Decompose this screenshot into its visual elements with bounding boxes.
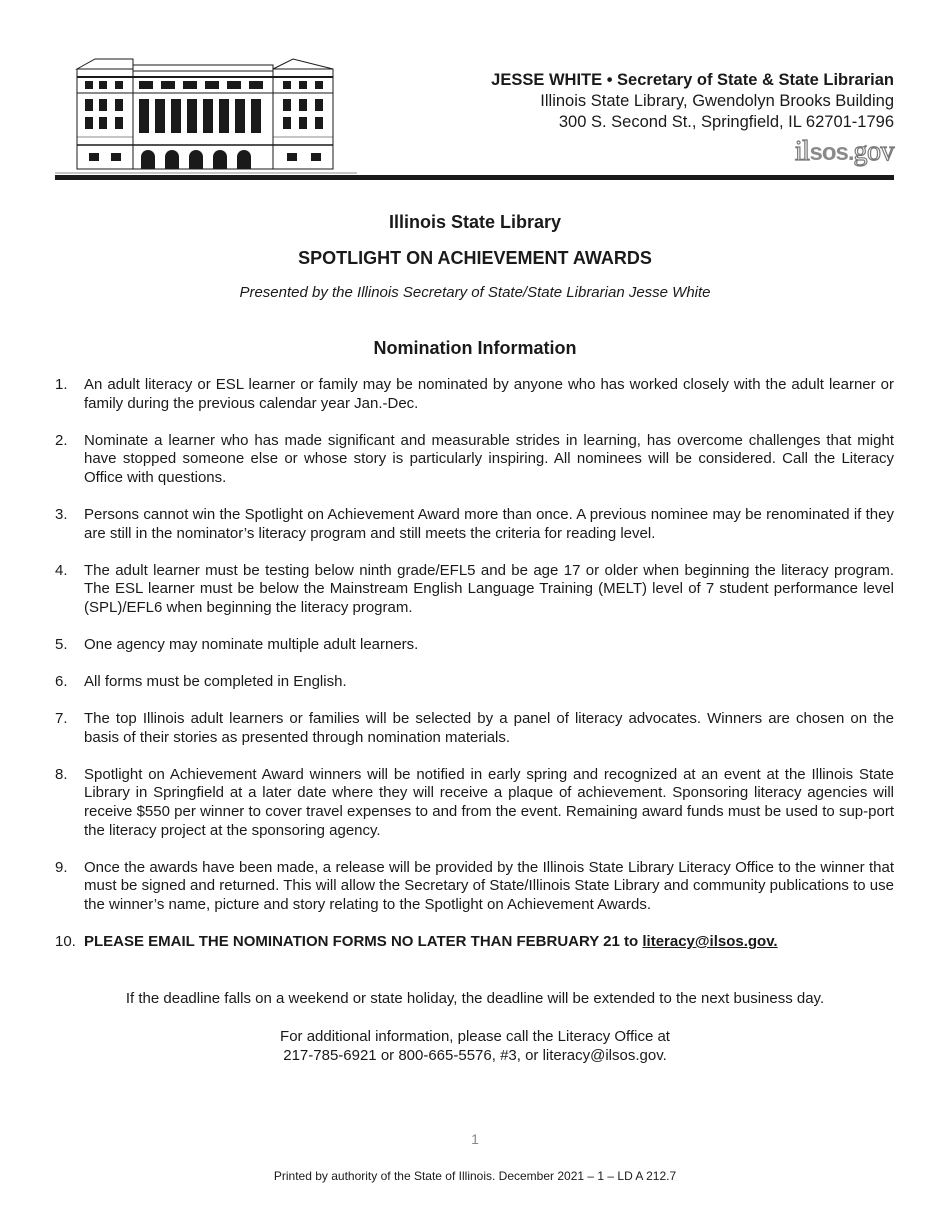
letterhead bbox=[491, 70, 894, 133]
item-text: Spotlight on Achievement Award winners will be notified in early spring and recognized at an event at the Illinois State Library in Springfield at a later date where they will receive a plaque of achievement. Sponsoring literacy agencies will receive $550 per winner to cover travel expenses to and from the event. Remaining award funds must be used to sup-port the literacy project at the sponsoring agency. bbox=[84, 765, 894, 839]
library-address: 300 S. Second St., Springfield, IL 62701-1796 bbox=[558, 113, 894, 131]
list-item bbox=[55, 859, 894, 915]
list-item bbox=[55, 562, 894, 618]
logo-part-sos: sos. bbox=[809, 139, 854, 166]
logo-part-il: il bbox=[794, 136, 810, 167]
deadline-note: If the deadline falls on a weekend or state holiday, the deadline will be extended to the next business day. bbox=[125, 990, 825, 1007]
item-number: 7. bbox=[55, 710, 68, 728]
footer-text: Printed by authority of the State of Illinois. December 2021 – 1 – LD A 212.7 bbox=[273, 1169, 677, 1183]
contact-info bbox=[0, 1028, 950, 1065]
item-number: 4. bbox=[55, 561, 68, 579]
item-number: 2. bbox=[55, 431, 68, 449]
item-text: Once the awards have been made, a release will be provided by the Illinois State Library Literacy Office to the winner that must be signed and returned. This will allow the Secretary of State/Illinois State Library and community publications to use the winner’s name, picture and story relating to the Spotlight on Achievement Awards. bbox=[84, 858, 894, 913]
item-text: All forms must be completed in English. bbox=[84, 673, 347, 691]
list-item bbox=[55, 673, 894, 692]
award-title: SPOTLIGHT ON ACHIEVEMENT AWARDS bbox=[298, 248, 652, 268]
item-number: 1. bbox=[55, 376, 68, 393]
list-item bbox=[55, 506, 894, 543]
presented-by: Presented by the Illinois Secretary of State/State Librarian Jesse White bbox=[239, 284, 711, 301]
contact-line-1: For additional information, please call the Literacy Office at bbox=[280, 1028, 670, 1045]
item-text: The top Illinois adult learners or families will be selected by a panel of literacy advocates. Winners are chosen on the basis of their stories as presented through nomination materials. bbox=[84, 710, 894, 746]
list-item bbox=[55, 766, 894, 840]
item-text: One agency may nominate multiple adult learners. bbox=[84, 635, 419, 653]
ilsos-logo bbox=[795, 136, 894, 168]
item-number: 9. bbox=[55, 858, 68, 876]
building-illustration bbox=[55, 57, 357, 180]
deadline-text: PLEASE EMAIL THE NOMINATION FORMS NO LATER THAN FEBRUARY 21 to bbox=[84, 932, 643, 950]
item-number: 10. bbox=[55, 932, 76, 950]
org-title: Illinois State Library bbox=[388, 212, 562, 232]
item-text bbox=[84, 933, 894, 952]
section-heading: Nomination Information bbox=[373, 338, 577, 358]
list-item bbox=[55, 376, 894, 413]
logo-part-gov: gov bbox=[853, 136, 894, 167]
item-text: The adult learner must be testing below ninth grade/EFL5 and be age 17 or older when beginning the literacy program. The ESL learner must be below the Mainstream English Language Training (MELT) level of 7 student performance level (SPL)/EFL6 when beginning the literacy program. bbox=[84, 561, 894, 616]
list-item bbox=[55, 432, 894, 488]
email-link[interactable]: literacy@ilsos.gov. bbox=[642, 932, 778, 950]
list-item-deadline bbox=[55, 933, 894, 952]
secretary-name: JESSE WHITE • Secretary of State & State Librarian bbox=[491, 71, 894, 89]
item-number: 8. bbox=[55, 765, 68, 783]
item-number: 3. bbox=[55, 505, 68, 523]
list-item bbox=[55, 636, 894, 655]
item-number: 5. bbox=[55, 635, 68, 653]
contact-line-2: 217-785-6921 or 800-665-5576, #3, or literacy@ilsos.gov. bbox=[283, 1046, 667, 1064]
page-number: 1 bbox=[471, 1131, 479, 1147]
list-item bbox=[55, 710, 894, 747]
item-text: An adult literacy or ESL learner or family may be nominated by anyone who has worked closely with the adult learner or family during the previous calendar year Jan.-Dec. bbox=[84, 376, 894, 412]
header-rule bbox=[55, 175, 894, 180]
library-name: Illinois State Library, Gwendolyn Brooks Building bbox=[540, 92, 894, 110]
item-text: Nominate a learner who has made significant and measurable strides in learning, has overcome challenges that might have stopped someone else or whose story is particularly inspiring. All nominees will be considered. Call the Literacy Office with questions. bbox=[84, 431, 894, 486]
item-number: 6. bbox=[55, 673, 68, 691]
item-text: Persons cannot win the Spotlight on Achievement Award more than once. A previous nominee may be renominated if they are still in the nominator’s literacy program and still meets the criteria for reading level. bbox=[84, 505, 894, 542]
nomination-list bbox=[55, 376, 894, 970]
